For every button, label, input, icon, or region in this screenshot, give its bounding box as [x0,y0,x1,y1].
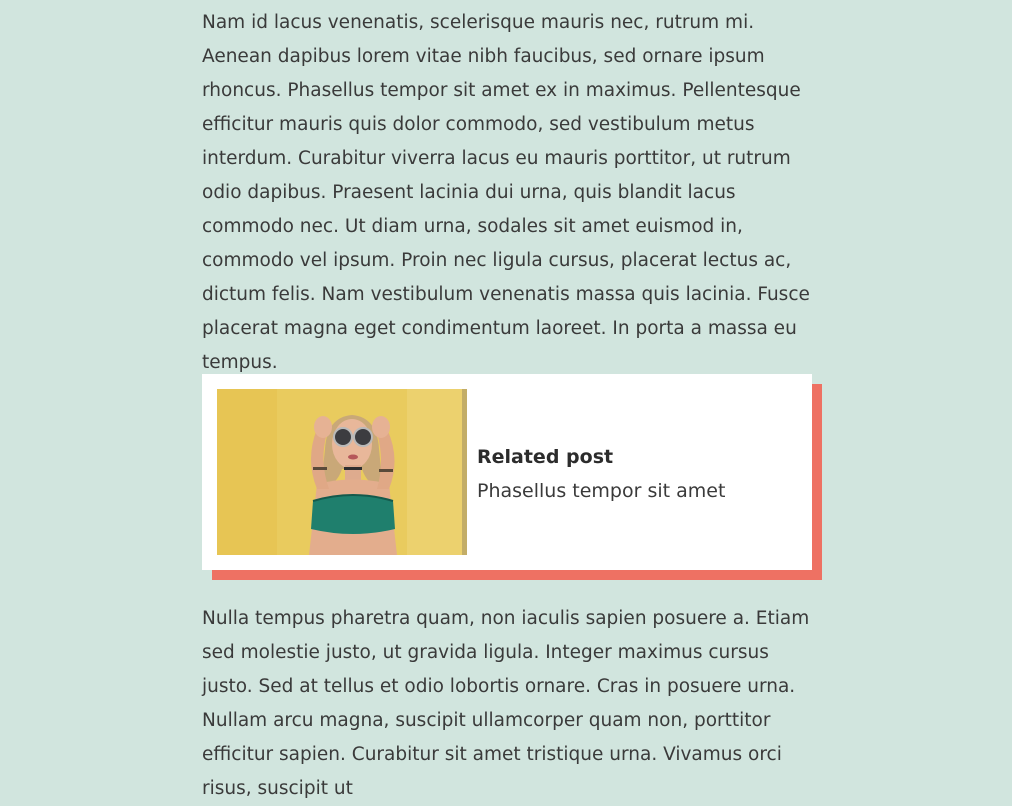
related-post-block [202,374,822,580]
related-post-card[interactable] [202,374,812,570]
article-body [202,6,817,799]
related-post-label: Related post [477,446,614,468]
related-post-thumbnail[interactable] [217,389,467,555]
photo-woman-sunglasses-icon [217,389,467,555]
article-paragraph-top: Nam id lacus venenatis, scelerisque mauris nec, rutrum mi. Aenean dapibus lorem vitae nibh faucibus, sed ornare ipsum rhoncus. Phasellus tempor sit amet ex in maximus. Pellentesque efficitur mauris quis dolor commodo, sed vestibulum metus interdum. Curabitur viverra lacus eu mauris porttitor, ut rutrum odio dapibus. Praesent lacinia dui urna, quis blandit lacus commodo nec. Ut diam urna, sodales sit amet euismod in, commodo vel ipsum. Proin nec ligula cursus, placerat lectus ac, dictum felis. Nam vestibulum venenatis massa quis lacinia. Fusce placerat magna eget condimentum laoreet. In porta a massa eu tempus. [202,12,810,373]
related-post-title[interactable]: Phasellus tempor sit amet [477,480,726,502]
article-paragraph-bottom: Nulla tempus pharetra quam, non iaculis sapien posuere a. Etiam sed molestie justo, ut gravida ligula. Integer maximus cursus justo. Sed at tellus et odio lobortis ornare. Cras in posuere urna. Nullam arcu magna, suscipit ullamcorper quam non, porttitor efficitur sapien. Curabitur sit amet tristique urna. Vivamus orci risus, suscipit ut [202,608,810,799]
related-post-text [477,440,725,508]
